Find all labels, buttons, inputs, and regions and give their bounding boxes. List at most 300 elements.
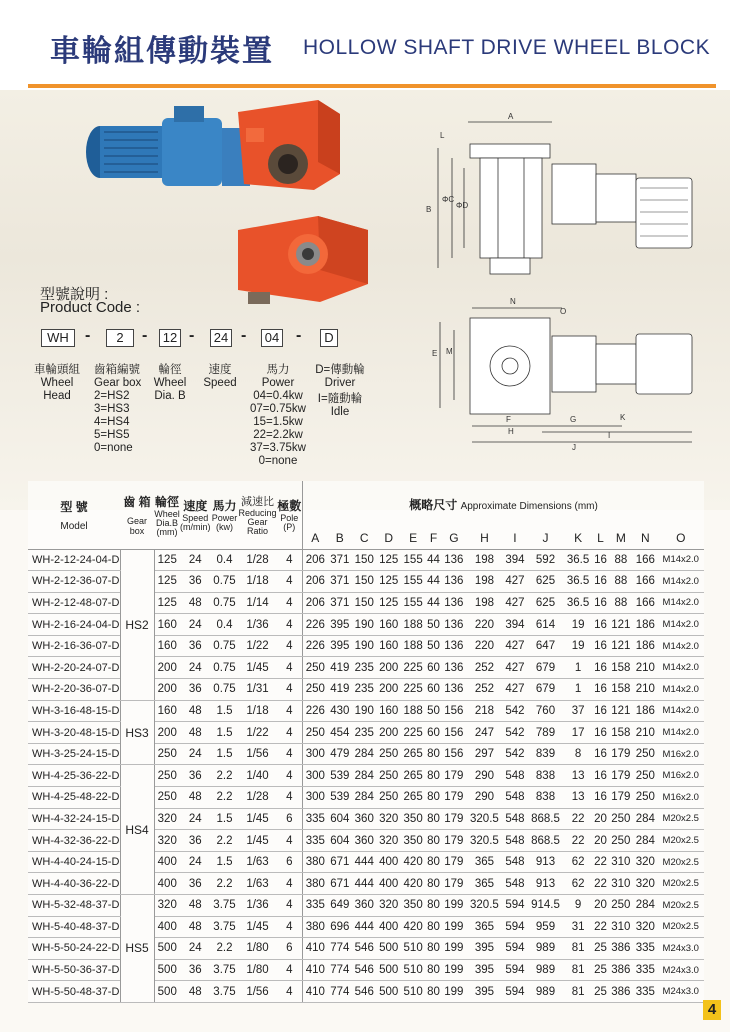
- table-cell: 199: [442, 916, 466, 938]
- table-cell: 210: [633, 679, 657, 701]
- table-cell: 155: [401, 592, 425, 614]
- table-cell: 914.5: [527, 895, 564, 917]
- table-cell: 31: [564, 916, 593, 938]
- table-cell: 420: [401, 873, 425, 895]
- table-cell: 50: [425, 635, 441, 657]
- table-cell: 454: [328, 722, 352, 744]
- model-cell: WH-2-20-24-07-D: [28, 657, 120, 679]
- col-header-power-zh: 馬力: [212, 499, 237, 514]
- table-cell: 206: [303, 592, 328, 614]
- table-cell: 410: [303, 981, 328, 1003]
- dim-col-header: J: [527, 527, 564, 549]
- dim-col-header: L: [592, 527, 608, 549]
- table-cell: 125: [154, 549, 180, 571]
- legend-wheel-dia-zh: 輪徑: [158, 364, 182, 376]
- table-cell: 80: [425, 830, 441, 852]
- table-cell: 625: [527, 592, 564, 614]
- table-cell: 250: [303, 722, 328, 744]
- table-cell: 3.75: [211, 981, 239, 1003]
- table-cell: 22: [564, 830, 593, 852]
- table-cell: 604: [328, 808, 352, 830]
- legend-speed-en: Speed: [203, 377, 237, 389]
- table-cell: 394: [503, 614, 527, 636]
- table-cell: 0.75: [211, 571, 239, 593]
- page-header: [0, 0, 730, 90]
- legend-wheel-head-en: Wheel Head: [40, 377, 74, 402]
- table-cell: 1/45: [239, 808, 277, 830]
- table-cell: 4: [277, 959, 303, 981]
- table-cell: 88: [609, 571, 633, 593]
- table-cell: 4: [277, 722, 303, 744]
- table-cell: 150: [352, 549, 376, 571]
- col-header-ratio-en: Reducing Gear Ratio: [238, 508, 277, 537]
- dim-label-o: O: [560, 307, 567, 316]
- table-cell: 335: [633, 981, 657, 1003]
- table-cell: 136: [442, 614, 466, 636]
- table-cell: 320: [633, 916, 657, 938]
- table-cell: 48: [180, 895, 211, 917]
- code-box-wheel-dia: 12: [159, 329, 181, 347]
- table-row: [28, 765, 704, 787]
- table-cell: 226: [303, 700, 328, 722]
- table-cell: 0.75: [211, 679, 239, 701]
- table-cell: 80: [425, 959, 441, 981]
- model-cell: WH-5-50-48-37-D: [28, 981, 120, 1003]
- table-cell: 6: [277, 851, 303, 873]
- table-cell: 3.75: [211, 895, 239, 917]
- dim-col-header: N: [633, 527, 657, 549]
- table-cell: 80: [425, 765, 441, 787]
- table-cell: 160: [154, 614, 180, 636]
- table-cell: 166: [633, 592, 657, 614]
- model-cell: WH-4-25-36-22-D: [28, 765, 120, 787]
- col-header-power-en: Power (kw): [211, 513, 238, 533]
- table-cell: 371: [328, 571, 352, 593]
- table-cell: 510: [401, 938, 425, 960]
- table-cell: 4: [277, 765, 303, 787]
- legend-driver: [308, 364, 372, 419]
- table-cell: 4: [277, 743, 303, 765]
- table-cell: 335: [303, 808, 328, 830]
- wheel-block-photo: [228, 210, 374, 306]
- table-cell: 284: [352, 765, 376, 787]
- table-cell: 16: [592, 549, 608, 571]
- table-cell: 247: [466, 722, 503, 744]
- table-cell: 1/28: [239, 787, 277, 809]
- table-cell: 226: [303, 614, 328, 636]
- col-header-model: [28, 481, 120, 549]
- table-cell: 868.5: [527, 830, 564, 852]
- table-cell: 959: [527, 916, 564, 938]
- table-cell: 913: [527, 851, 564, 873]
- table-cell: 604: [328, 830, 352, 852]
- table-cell: 1/45: [239, 916, 277, 938]
- table-cell: 179: [609, 765, 633, 787]
- table-row: [28, 549, 704, 571]
- table-cell: 81: [564, 959, 593, 981]
- col-header-wheel-zh: 輪徑: [154, 494, 179, 509]
- table-cell: 44: [425, 549, 441, 571]
- table-cell: 0.75: [211, 657, 239, 679]
- table-cell: 395: [328, 614, 352, 636]
- table-cell: 265: [401, 787, 425, 809]
- table-cell: 20: [592, 830, 608, 852]
- table-cell: 542: [503, 743, 527, 765]
- col-header-pole: [277, 481, 303, 549]
- legend-wheel-dia: [150, 364, 190, 403]
- table-cell: 284: [352, 743, 376, 765]
- col-header-power: [211, 481, 239, 549]
- table-cell: 179: [442, 808, 466, 830]
- table-cell: M14x2.0: [658, 635, 704, 657]
- table-cell: 16: [592, 743, 608, 765]
- legend-wheel-head: [34, 364, 80, 403]
- table-cell: 546: [352, 959, 376, 981]
- dim-col-header: C: [352, 527, 376, 549]
- table-cell: 320: [154, 830, 180, 852]
- table-cell: M14x2.0: [658, 722, 704, 744]
- table-cell: 121: [609, 700, 633, 722]
- table-cell: M20x2.5: [658, 830, 704, 852]
- table-cell: 320.5: [466, 895, 503, 917]
- table-cell: 24: [180, 808, 211, 830]
- col-header-gear: [120, 481, 154, 549]
- dim-label-i: I: [608, 431, 611, 440]
- table-cell: 548: [503, 873, 527, 895]
- table-cell: 395: [466, 959, 503, 981]
- table-cell: 136: [442, 592, 466, 614]
- table-cell: 320: [154, 808, 180, 830]
- table-cell: 210: [633, 722, 657, 744]
- dim-col-header: H: [466, 527, 503, 549]
- spec-table-body: [28, 549, 704, 1002]
- table-cell: 24: [180, 549, 211, 571]
- code-box-driver: D: [320, 329, 338, 347]
- table-cell: 989: [527, 959, 564, 981]
- table-cell: 774: [328, 981, 352, 1003]
- table-cell: M24x3.0: [658, 938, 704, 960]
- table-cell: 1/80: [239, 938, 277, 960]
- table-cell: 200: [376, 679, 400, 701]
- table-cell: M20x2.5: [658, 895, 704, 917]
- table-cell: 179: [442, 873, 466, 895]
- table-cell: 160: [376, 635, 400, 657]
- code-separator: -: [296, 327, 302, 344]
- table-cell: 386: [609, 981, 633, 1003]
- table-cell: 206: [303, 549, 328, 571]
- table-cell: 166: [633, 549, 657, 571]
- table-cell: 284: [633, 808, 657, 830]
- dim-col-header: F: [425, 527, 441, 549]
- table-cell: 386: [609, 938, 633, 960]
- table-cell: 235: [352, 657, 376, 679]
- table-cell: 400: [154, 873, 180, 895]
- model-cell: WH-3-25-24-15-D: [28, 743, 120, 765]
- table-cell: M14x2.0: [658, 549, 704, 571]
- table-cell: 548: [503, 787, 527, 809]
- table-cell: 188: [401, 700, 425, 722]
- table-cell: 838: [527, 765, 564, 787]
- table-cell: 136: [442, 679, 466, 701]
- table-cell: 0.4: [211, 549, 239, 571]
- table-cell: 548: [503, 830, 527, 852]
- table-cell: 22: [592, 851, 608, 873]
- table-cell: 410: [303, 938, 328, 960]
- table-cell: 290: [466, 765, 503, 787]
- dim-col-header: K: [564, 527, 593, 549]
- table-cell: 220: [466, 635, 503, 657]
- table-cell: 125: [154, 592, 180, 614]
- table-cell: 60: [425, 722, 441, 744]
- table-cell: 250: [609, 895, 633, 917]
- dim-label-j: J: [572, 443, 576, 452]
- table-cell: 44: [425, 571, 441, 593]
- col-header-speed: [180, 481, 211, 549]
- table-cell: M20x2.5: [658, 873, 704, 895]
- table-cell: 297: [466, 743, 503, 765]
- table-cell: 25: [592, 981, 608, 1003]
- dim-col-header: M: [609, 527, 633, 549]
- table-row: [28, 895, 704, 917]
- table-cell: 1: [564, 679, 593, 701]
- table-cell: 250: [154, 765, 180, 787]
- table-cell: 510: [401, 959, 425, 981]
- model-cell: WH-2-16-36-07-D: [28, 635, 120, 657]
- table-cell: 190: [352, 635, 376, 657]
- table-cell: 4: [277, 549, 303, 571]
- table-cell: M14x2.0: [658, 592, 704, 614]
- table-cell: 186: [633, 614, 657, 636]
- dim-label-a: A: [508, 112, 514, 121]
- table-cell: 989: [527, 981, 564, 1003]
- dim-label-l: L: [440, 131, 445, 140]
- table-cell: 539: [328, 765, 352, 787]
- table-cell: 199: [442, 981, 466, 1003]
- table-cell: 419: [328, 657, 352, 679]
- table-cell: 594: [503, 981, 527, 1003]
- table-cell: 400: [376, 851, 400, 873]
- table-cell: 394: [503, 549, 527, 571]
- table-cell: 80: [425, 981, 441, 1003]
- table-cell: 4: [277, 873, 303, 895]
- table-cell: 48: [180, 700, 211, 722]
- table-cell: 265: [401, 765, 425, 787]
- model-cell: WH-4-32-24-15-D: [28, 808, 120, 830]
- table-cell: 1/22: [239, 722, 277, 744]
- table-cell: 62: [564, 873, 593, 895]
- table-cell: 548: [503, 765, 527, 787]
- table-cell: 4: [277, 916, 303, 938]
- table-cell: 158: [609, 657, 633, 679]
- table-cell: 371: [328, 549, 352, 571]
- dim-label-b: B: [426, 205, 432, 214]
- table-cell: 80: [425, 808, 441, 830]
- model-cell: WH-2-12-24-04-D: [28, 549, 120, 571]
- table-cell: 36: [180, 873, 211, 895]
- model-cell: WH-5-32-48-37-D: [28, 895, 120, 917]
- table-cell: 320.5: [466, 830, 503, 852]
- col-header-model-en: Model: [60, 520, 88, 532]
- table-cell: 371: [328, 592, 352, 614]
- table-cell: 542: [503, 722, 527, 744]
- model-cell: WH-5-40-48-37-D: [28, 916, 120, 938]
- table-cell: 136: [442, 571, 466, 593]
- table-cell: 48: [180, 981, 211, 1003]
- table-cell: 420: [401, 851, 425, 873]
- table-cell: 1/80: [239, 959, 277, 981]
- dim-col-header: G: [442, 527, 466, 549]
- model-cell: WH-5-50-36-37-D: [28, 959, 120, 981]
- table-cell: 199: [442, 938, 466, 960]
- table-cell: 380: [303, 851, 328, 873]
- table-cell: 0.75: [211, 635, 239, 657]
- table-cell: 44: [425, 592, 441, 614]
- table-cell: 24: [180, 743, 211, 765]
- table-cell: 542: [503, 700, 527, 722]
- table-cell: M24x3.0: [658, 981, 704, 1003]
- table-cell: 250: [633, 743, 657, 765]
- table-cell: 8: [564, 743, 593, 765]
- table-cell: M14x2.0: [658, 700, 704, 722]
- dim-label-h: H: [508, 427, 514, 436]
- table-cell: 310: [609, 873, 633, 895]
- table-cell: 671: [328, 873, 352, 895]
- table-cell: 614: [527, 614, 564, 636]
- table-cell: 360: [352, 808, 376, 830]
- table-cell: 17: [564, 722, 593, 744]
- table-cell: M20x2.5: [658, 916, 704, 938]
- table-cell: 594: [503, 895, 527, 917]
- table-cell: 1/28: [239, 549, 277, 571]
- table-cell: 158: [609, 679, 633, 701]
- table-cell: 1.5: [211, 851, 239, 873]
- table-cell: 210: [633, 657, 657, 679]
- header-divider: [28, 84, 716, 88]
- table-cell: 250: [609, 808, 633, 830]
- table-row: [28, 700, 704, 722]
- table-cell: 80: [425, 895, 441, 917]
- col-header-dims: [303, 481, 704, 527]
- table-cell: 155: [401, 549, 425, 571]
- table-cell: 9: [564, 895, 593, 917]
- table-cell: 48: [180, 722, 211, 744]
- legend-power: [246, 364, 310, 468]
- table-cell: 188: [401, 635, 425, 657]
- code-box-speed: 24: [210, 329, 232, 347]
- table-cell: 310: [609, 916, 633, 938]
- table-cell: 200: [376, 722, 400, 744]
- table-cell: 4: [277, 679, 303, 701]
- table-cell: M16x2.0: [658, 787, 704, 809]
- table-cell: 4: [277, 635, 303, 657]
- table-cell: 88: [609, 592, 633, 614]
- table-cell: 427: [503, 679, 527, 701]
- table-cell: M14x2.0: [658, 571, 704, 593]
- table-cell: 160: [154, 635, 180, 657]
- table-cell: 594: [503, 938, 527, 960]
- table-cell: 395: [466, 938, 503, 960]
- table-cell: 62: [564, 851, 593, 873]
- table-cell: M14x2.0: [658, 679, 704, 701]
- table-cell: 360: [352, 830, 376, 852]
- table-cell: 16: [592, 765, 608, 787]
- table-cell: 300: [303, 787, 328, 809]
- table-cell: 80: [425, 873, 441, 895]
- table-cell: 310: [609, 851, 633, 873]
- table-cell: 649: [328, 895, 352, 917]
- table-cell: 16: [592, 592, 608, 614]
- table-cell: 250: [376, 765, 400, 787]
- table-cell: 235: [352, 679, 376, 701]
- model-cell: WH-2-16-24-04-D: [28, 614, 120, 636]
- col-header-dims-zh: 概略尺寸: [409, 497, 458, 512]
- table-cell: 1.5: [211, 722, 239, 744]
- table-cell: 24: [180, 938, 211, 960]
- table-cell: 121: [609, 635, 633, 657]
- dim-label-c: ΦC: [442, 195, 455, 204]
- table-cell: 284: [352, 787, 376, 809]
- table-cell: 0.4: [211, 614, 239, 636]
- table-cell: 546: [352, 981, 376, 1003]
- table-cell: 419: [328, 679, 352, 701]
- table-cell: 2.2: [211, 830, 239, 852]
- code-separator: -: [85, 327, 91, 344]
- table-cell: 2.2: [211, 787, 239, 809]
- dim-label-g: G: [570, 415, 577, 424]
- legend-wheel-head-zh: 車輪頭組: [34, 364, 80, 376]
- table-cell: 25: [592, 959, 608, 981]
- table-cell: 200: [154, 657, 180, 679]
- table-cell: 199: [442, 895, 466, 917]
- table-cell: 679: [527, 657, 564, 679]
- table-cell: 1/45: [239, 657, 277, 679]
- model-cell: WH-4-40-36-22-D: [28, 873, 120, 895]
- table-cell: 190: [352, 614, 376, 636]
- table-cell: 36: [180, 765, 211, 787]
- table-cell: 774: [328, 938, 352, 960]
- col-header-ratio-zh: 減速比: [241, 496, 275, 509]
- col-header-model-zh: 型 號: [60, 499, 88, 514]
- table-cell: 166: [633, 571, 657, 593]
- table-cell: 150: [352, 571, 376, 593]
- table-cell: 546: [352, 938, 376, 960]
- table-cell: 24: [180, 657, 211, 679]
- table-cell: 226: [303, 635, 328, 657]
- table-cell: 1.5: [211, 700, 239, 722]
- table-cell: 125: [376, 592, 400, 614]
- table-cell: 1/56: [239, 743, 277, 765]
- table-cell: 479: [328, 743, 352, 765]
- dim-label-f: F: [506, 415, 511, 424]
- legend-driver-line1: D=傳動輪: [315, 364, 365, 376]
- table-cell: 20: [592, 895, 608, 917]
- table-cell: 179: [442, 851, 466, 873]
- table-cell: 190: [352, 700, 376, 722]
- table-cell: 625: [527, 571, 564, 593]
- table-cell: 400: [154, 916, 180, 938]
- table-cell: 0.75: [211, 592, 239, 614]
- table-cell: 225: [401, 657, 425, 679]
- table-cell: 335: [303, 830, 328, 852]
- table-cell: 594: [503, 916, 527, 938]
- code-separator: -: [241, 327, 247, 344]
- table-cell: M16x2.0: [658, 765, 704, 787]
- table-cell: M14x2.0: [658, 614, 704, 636]
- table-cell: 1/18: [239, 700, 277, 722]
- model-cell: WH-2-12-36-07-D: [28, 571, 120, 593]
- table-cell: 420: [401, 916, 425, 938]
- table-cell: 155: [401, 571, 425, 593]
